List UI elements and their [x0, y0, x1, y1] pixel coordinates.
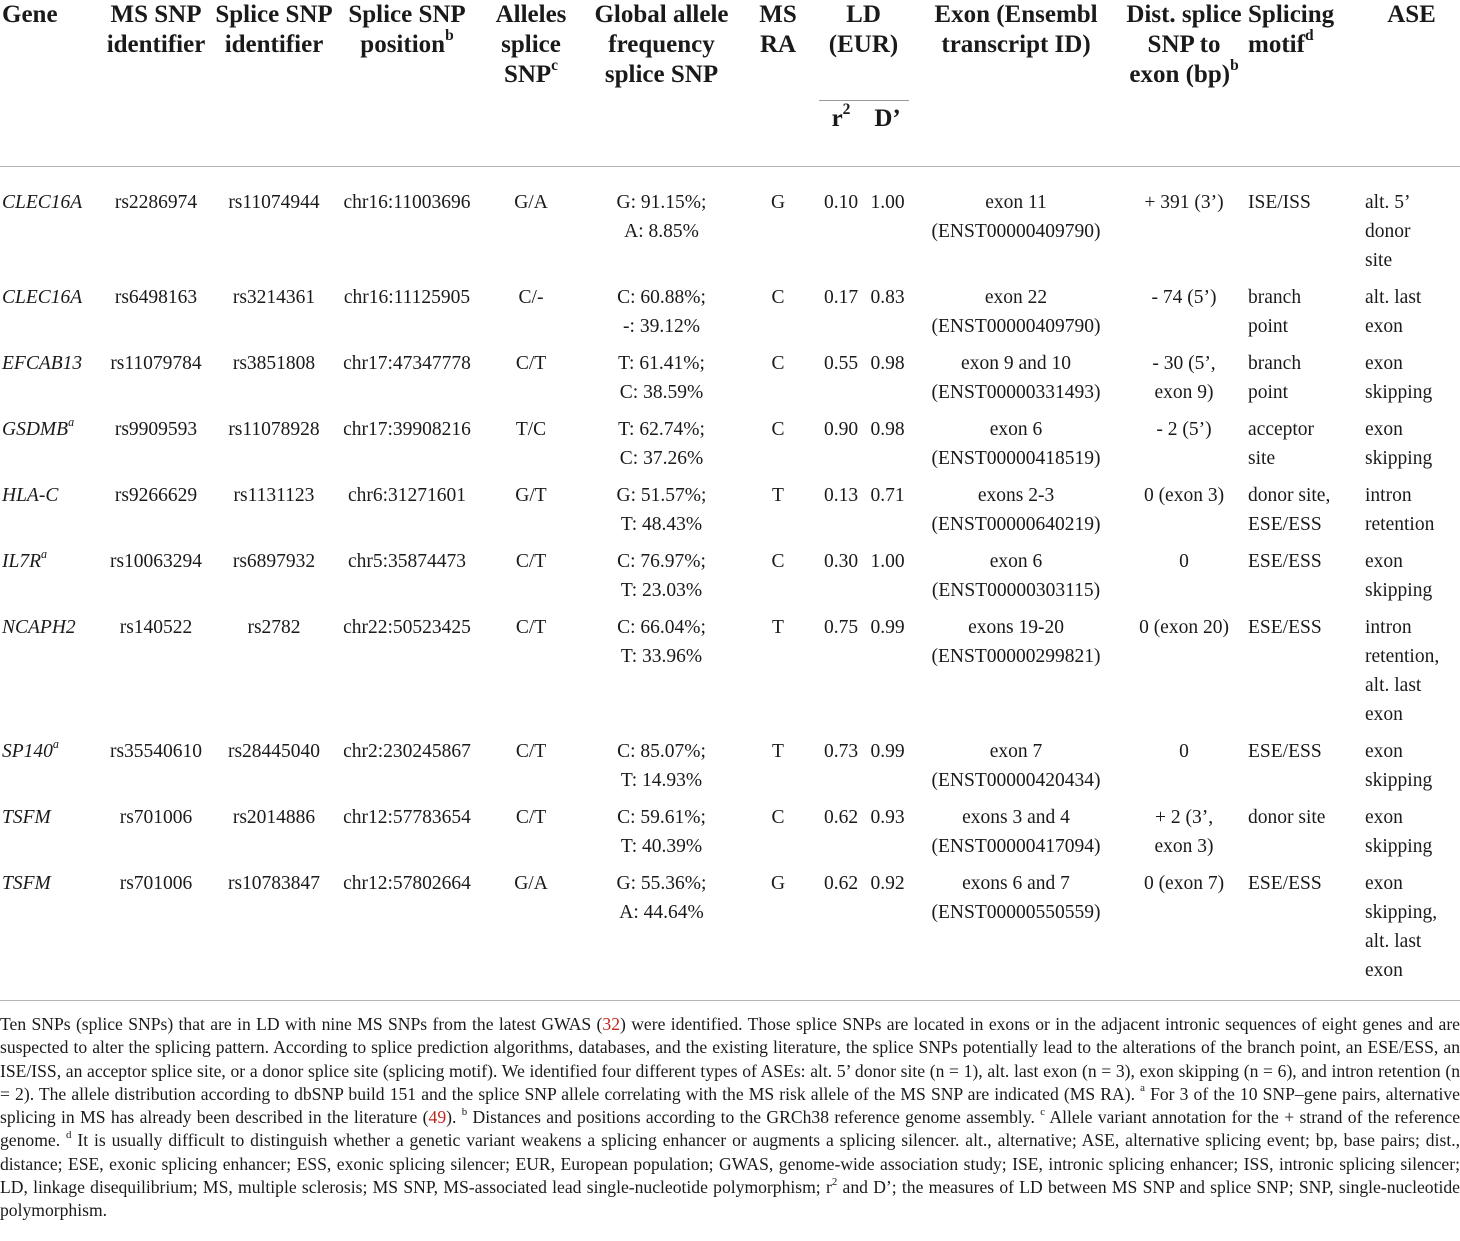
cell-distance: - 2 (5’) — [1156, 419, 1212, 440]
cell-motif: ESE/ESS — [1248, 617, 1322, 638]
cell-gene: $IL7R^a$ — [2, 546, 48, 572]
cell-distance: 0 (exon 7) — [1143, 873, 1225, 894]
cell-splice-snp: rs10783847 — [227, 873, 321, 894]
cell-ms-snp: rs11079784 — [110, 353, 202, 374]
header-frequency: Global allele frequency splice SNP — [594, 1, 729, 88]
cell-gene: NCAPH2 — [2, 617, 76, 638]
cell-alleles: C/T — [515, 617, 547, 638]
cell-ms-snp: rs9909593 — [114, 419, 198, 440]
table-row — [0, 803, 1460, 869]
header-motif: Splicing motif$^d$ — [1248, 1, 1335, 58]
cell-distance: - 30 (5’, exon 9) — [1152, 353, 1216, 403]
cell-alleles: G/T — [515, 485, 547, 506]
cell-exon: exons 19-20 (ENST00000299821) — [931, 617, 1101, 667]
cell-r2: 0.13 — [823, 485, 859, 506]
cell-r2: 0.10 — [823, 192, 859, 213]
cell-ms-ra: C — [771, 287, 785, 308]
cell-frequency: C: 85.07%; T: 14.93% — [617, 741, 706, 791]
cell-dprime: 0.98 — [870, 419, 905, 440]
cell-gene: TSFM — [2, 873, 51, 894]
cell-position: chr17:39908216 — [343, 419, 471, 440]
header-rule — [0, 166, 1460, 167]
cell-ms-snp: rs10063294 — [109, 551, 203, 572]
cell-r2: 0.75 — [823, 617, 859, 638]
cell-dprime: 0.83 — [870, 287, 905, 308]
cell-dprime: 0.92 — [870, 873, 905, 894]
cell-r2: 0.62 — [823, 873, 859, 894]
cell-ms-ra: T — [772, 617, 784, 638]
cell-dprime: 0.99 — [870, 617, 905, 638]
header-ms-snp: MS SNP identifier — [106, 1, 206, 58]
cell-dprime: 0.71 — [870, 485, 905, 506]
cell-gene: TSFM — [2, 807, 51, 828]
table-row — [0, 737, 1460, 803]
cell-ms-ra: G — [770, 192, 786, 213]
cell-distance: 0 — [1179, 741, 1189, 762]
header-alleles: Alleles splice SNP$^c$ — [495, 1, 567, 88]
cell-frequency: T: 61.41%; C: 38.59% — [618, 353, 705, 403]
cell-frequency: G: 55.36%; A: 44.64% — [616, 873, 707, 923]
cell-position: chr17:47347778 — [343, 353, 471, 374]
cell-exon: exon 7 (ENST00000420434) — [931, 741, 1101, 791]
cell-r2: 0.90 — [823, 419, 859, 440]
cell-splice-snp: rs11078928 — [228, 419, 320, 440]
cell-distance: 0 (exon 20) — [1139, 617, 1229, 638]
cell-ase: exon skipping — [1365, 551, 1433, 601]
cell-exon: exon 6 (ENST00000303115) — [931, 551, 1101, 601]
cell-ase: exon skipping — [1365, 741, 1433, 791]
header-distance: Dist. splice SNP to exon (bp)$^b$ — [1126, 1, 1242, 88]
cell-dprime: 0.93 — [870, 807, 905, 828]
cell-motif: branch point — [1248, 287, 1302, 337]
cell-alleles: C/T — [515, 807, 547, 828]
ld-subheader-rule — [819, 100, 909, 101]
cell-alleles: G/A — [514, 873, 548, 894]
cell-motif: branch point — [1248, 353, 1302, 403]
cell-ms-snp: rs701006 — [119, 873, 193, 894]
cell-gene: GSDMB$^a$ — [2, 414, 75, 440]
cell-alleles: C/- — [518, 287, 544, 308]
cell-ase: alt. 5’ donor site — [1365, 192, 1411, 271]
table-row — [0, 349, 1460, 415]
footer-rule — [0, 1000, 1460, 1001]
cell-ase: exon skipping — [1365, 353, 1433, 403]
cell-gene: HLA-C — [2, 485, 59, 506]
cell-ase: intron retention, alt. last exon — [1365, 617, 1440, 725]
cell-frequency: C: 66.04%; T: 33.96% — [617, 617, 706, 667]
cell-ms-snp: rs6498163 — [114, 287, 198, 308]
cell-exon: exon 11 (ENST00000409790) — [931, 192, 1101, 242]
cell-frequency: G: 91.15%; A: 8.85% — [616, 192, 707, 242]
cell-dprime: 1.00 — [870, 192, 905, 213]
cell-ms-snp: rs2286974 — [114, 192, 198, 213]
cell-frequency: G: 51.57%; T: 48.43% — [616, 485, 707, 535]
cell-ms-snp: rs9266629 — [114, 485, 198, 506]
header-exon: Exon (Ensembl transcript ID) — [934, 1, 1098, 58]
table-row — [0, 166, 1460, 283]
cell-ms-ra: C — [771, 551, 785, 572]
cell-dprime: 0.99 — [870, 741, 905, 762]
cell-gene: SP140$^a$ — [2, 736, 59, 762]
cell-exon: exons 3 and 4 (ENST00000417094) — [931, 807, 1101, 857]
cell-splice-snp: rs6897932 — [232, 551, 316, 572]
cell-splice-snp: rs1131123 — [233, 485, 315, 506]
cell-position: chr12:57783654 — [343, 807, 471, 828]
cell-alleles: G/A — [514, 192, 548, 213]
cell-position: chr22:50523425 — [343, 617, 471, 638]
header-ase: ASE — [1387, 1, 1436, 28]
cell-ms-ra: C — [771, 353, 785, 374]
header-splice-snp: Splice SNP identifier — [215, 1, 333, 58]
cell-alleles: C/T — [515, 551, 547, 572]
cell-splice-snp: rs2014886 — [232, 807, 316, 828]
cell-gene: EFCAB13 — [2, 353, 83, 374]
cell-motif: ISE/ISS — [1248, 192, 1311, 213]
cell-exon: exons 2-3 (ENST00000640219) — [931, 485, 1101, 535]
cell-ms-snp: rs701006 — [119, 807, 193, 828]
header-gene: Gene — [2, 1, 58, 28]
cell-ms-ra: C — [771, 419, 785, 440]
cell-exon: exons 6 and 7 (ENST00000550559) — [931, 873, 1101, 923]
cell-ase: exon skipping — [1365, 419, 1433, 469]
header-position: Splice SNP position$^b$ — [348, 1, 466, 58]
cell-gene: CLEC16A — [2, 192, 83, 213]
cell-frequency: C: 76.97%; T: 23.03% — [617, 551, 706, 601]
citation-link[interactable]: 32 — [602, 1014, 620, 1034]
cell-r2: 0.73 — [823, 741, 859, 762]
cell-ase: intron retention — [1365, 485, 1435, 535]
cell-ase: exon skipping — [1365, 807, 1433, 857]
header-ld: LD (EUR) — [828, 1, 899, 58]
table-row — [0, 547, 1460, 613]
cell-ms-ra: C — [771, 807, 785, 828]
cell-position: chr5:35874473 — [347, 551, 467, 572]
cell-ase: exon skipping, alt. last exon — [1365, 873, 1438, 981]
table-footnote: Ten SNPs (splice SNPs) that are in LD with nine MS SNPs from the latest GWAS (32) were identified. Those splice SNPs are located in exons or in the adjacent intronic sequences of eight genes and are suspected to alter the splicing pattern. According to splice prediction algorithms, databases, and the existing literature, the splice SNPs potentially lead to the alterations of the branch point, an ESE/ESS, an ISE/ISS, an acceptor splice site, or a donor splice site (splicing motif). We identified four different types of ASEs: alt. 5’ donor site (n = 1), alt. last exon (n = 3), exon skipping (n = 6), and intron retention (n = 2). The allele distribution according to dbSNP build 151 and the splice SNP allele correlating with the MS risk allele of the MS SNP are indicated (MS RA). $^a$ For 3 of the 10 SNP–gene pairs, alternative splicing in MS has already been described in the literature (49). $^b$ Distances and positions according to the GRCh38 reference genome assembly. $^c$ Allele variant annotation for the + strand of the reference genome. $^d$ It is usually difficult to distinguish whether a genetic variant weakens a splicing enhancer or augments a splicing silencer. alt., alternative; ASE, alternative splicing event; bp, base pairs; dist., distance; ESE, exonic splicing enhancer; ESS, exonic splicing silencer; EUR, European population; GWAS, genome-wide association study; ISE, intronic splicing enhancer; ISS, intronic splicing silencer; LD, linkage disequilibrium; MS, multiple sclerosis; MS SNP, MS-associated lead single-nucleotide polymorphism; $r^2$ and D’; the measures of LD between MS SNP and splice SNP; SNP, single-nucleotide polymorphism. — [0, 1014, 1460, 1221]
cell-motif: ESE/ESS — [1248, 873, 1322, 894]
cell-alleles: C/T — [515, 353, 547, 374]
cell-exon: exon 9 and 10 (ENST00000331493) — [931, 353, 1101, 403]
cell-distance: + 2 (3’, exon 3) — [1154, 807, 1214, 857]
cell-r2: 0.62 — [823, 807, 859, 828]
cell-ms-snp: rs35540610 — [109, 741, 203, 762]
cell-position: chr12:57802664 — [343, 873, 471, 894]
table-row — [0, 415, 1460, 481]
cell-alleles: C/T — [515, 741, 547, 762]
cell-splice-snp: rs3851808 — [232, 353, 316, 374]
cell-distance: 0 — [1179, 551, 1189, 572]
header-ms-ra: MS RA — [759, 1, 797, 58]
cell-splice-snp: rs28445040 — [227, 741, 321, 762]
cell-position: chr2:230245867 — [343, 741, 471, 762]
cell-ase: alt. last exon — [1365, 287, 1422, 337]
cell-r2: 0.17 — [823, 287, 859, 308]
cell-ms-ra: G — [770, 873, 786, 894]
header-dprime: D’ — [874, 105, 901, 132]
cell-ms-snp: rs140522 — [119, 617, 193, 638]
header-r2: $r^2$ — [831, 101, 851, 132]
cell-splice-snp: rs11074944 — [228, 192, 320, 213]
cell-motif: donor site, ESE/ESS — [1248, 485, 1331, 535]
table-row — [0, 869, 1460, 993]
cell-ms-ra: T — [772, 485, 784, 506]
table-body — [0, 166, 1460, 993]
cell-r2: 0.30 — [823, 551, 859, 572]
table-row — [0, 613, 1460, 737]
cell-position: chr16:11003696 — [343, 192, 471, 213]
cell-r2: 0.55 — [823, 353, 859, 374]
cell-frequency: C: 59.61%; T: 40.39% — [617, 807, 706, 857]
cell-splice-snp: rs2782 — [247, 617, 301, 638]
cell-motif: ESE/ESS — [1248, 741, 1322, 762]
cell-motif: ESE/ESS — [1248, 551, 1322, 572]
cell-exon: exon 22 (ENST00000409790) — [931, 287, 1101, 337]
table-row — [0, 283, 1460, 349]
cell-splice-snp: rs3214361 — [232, 287, 316, 308]
cell-gene: CLEC16A — [2, 287, 83, 308]
cell-dprime: 0.98 — [870, 353, 905, 374]
cell-alleles: T/C — [515, 419, 547, 440]
cell-ms-ra: T — [772, 741, 784, 762]
cell-distance: - 74 (5’) — [1151, 287, 1217, 308]
cell-distance: 0 (exon 3) — [1143, 485, 1225, 506]
cell-position: chr16:11125905 — [343, 287, 471, 308]
cell-dprime: 1.00 — [870, 551, 905, 572]
cell-frequency: T: 62.74%; C: 37.26% — [618, 419, 705, 469]
cell-frequency: C: 60.88%; -: 39.12% — [617, 287, 706, 337]
cell-distance: + 391 (3’) — [1144, 192, 1224, 213]
cell-motif: donor site — [1248, 807, 1326, 828]
table-row — [0, 481, 1460, 547]
cell-position: chr6:31271601 — [347, 485, 467, 506]
cell-exon: exon 6 (ENST00000418519) — [931, 419, 1101, 469]
citation-link[interactable]: 49 — [428, 1107, 447, 1128]
cell-motif: acceptor site — [1248, 419, 1315, 469]
